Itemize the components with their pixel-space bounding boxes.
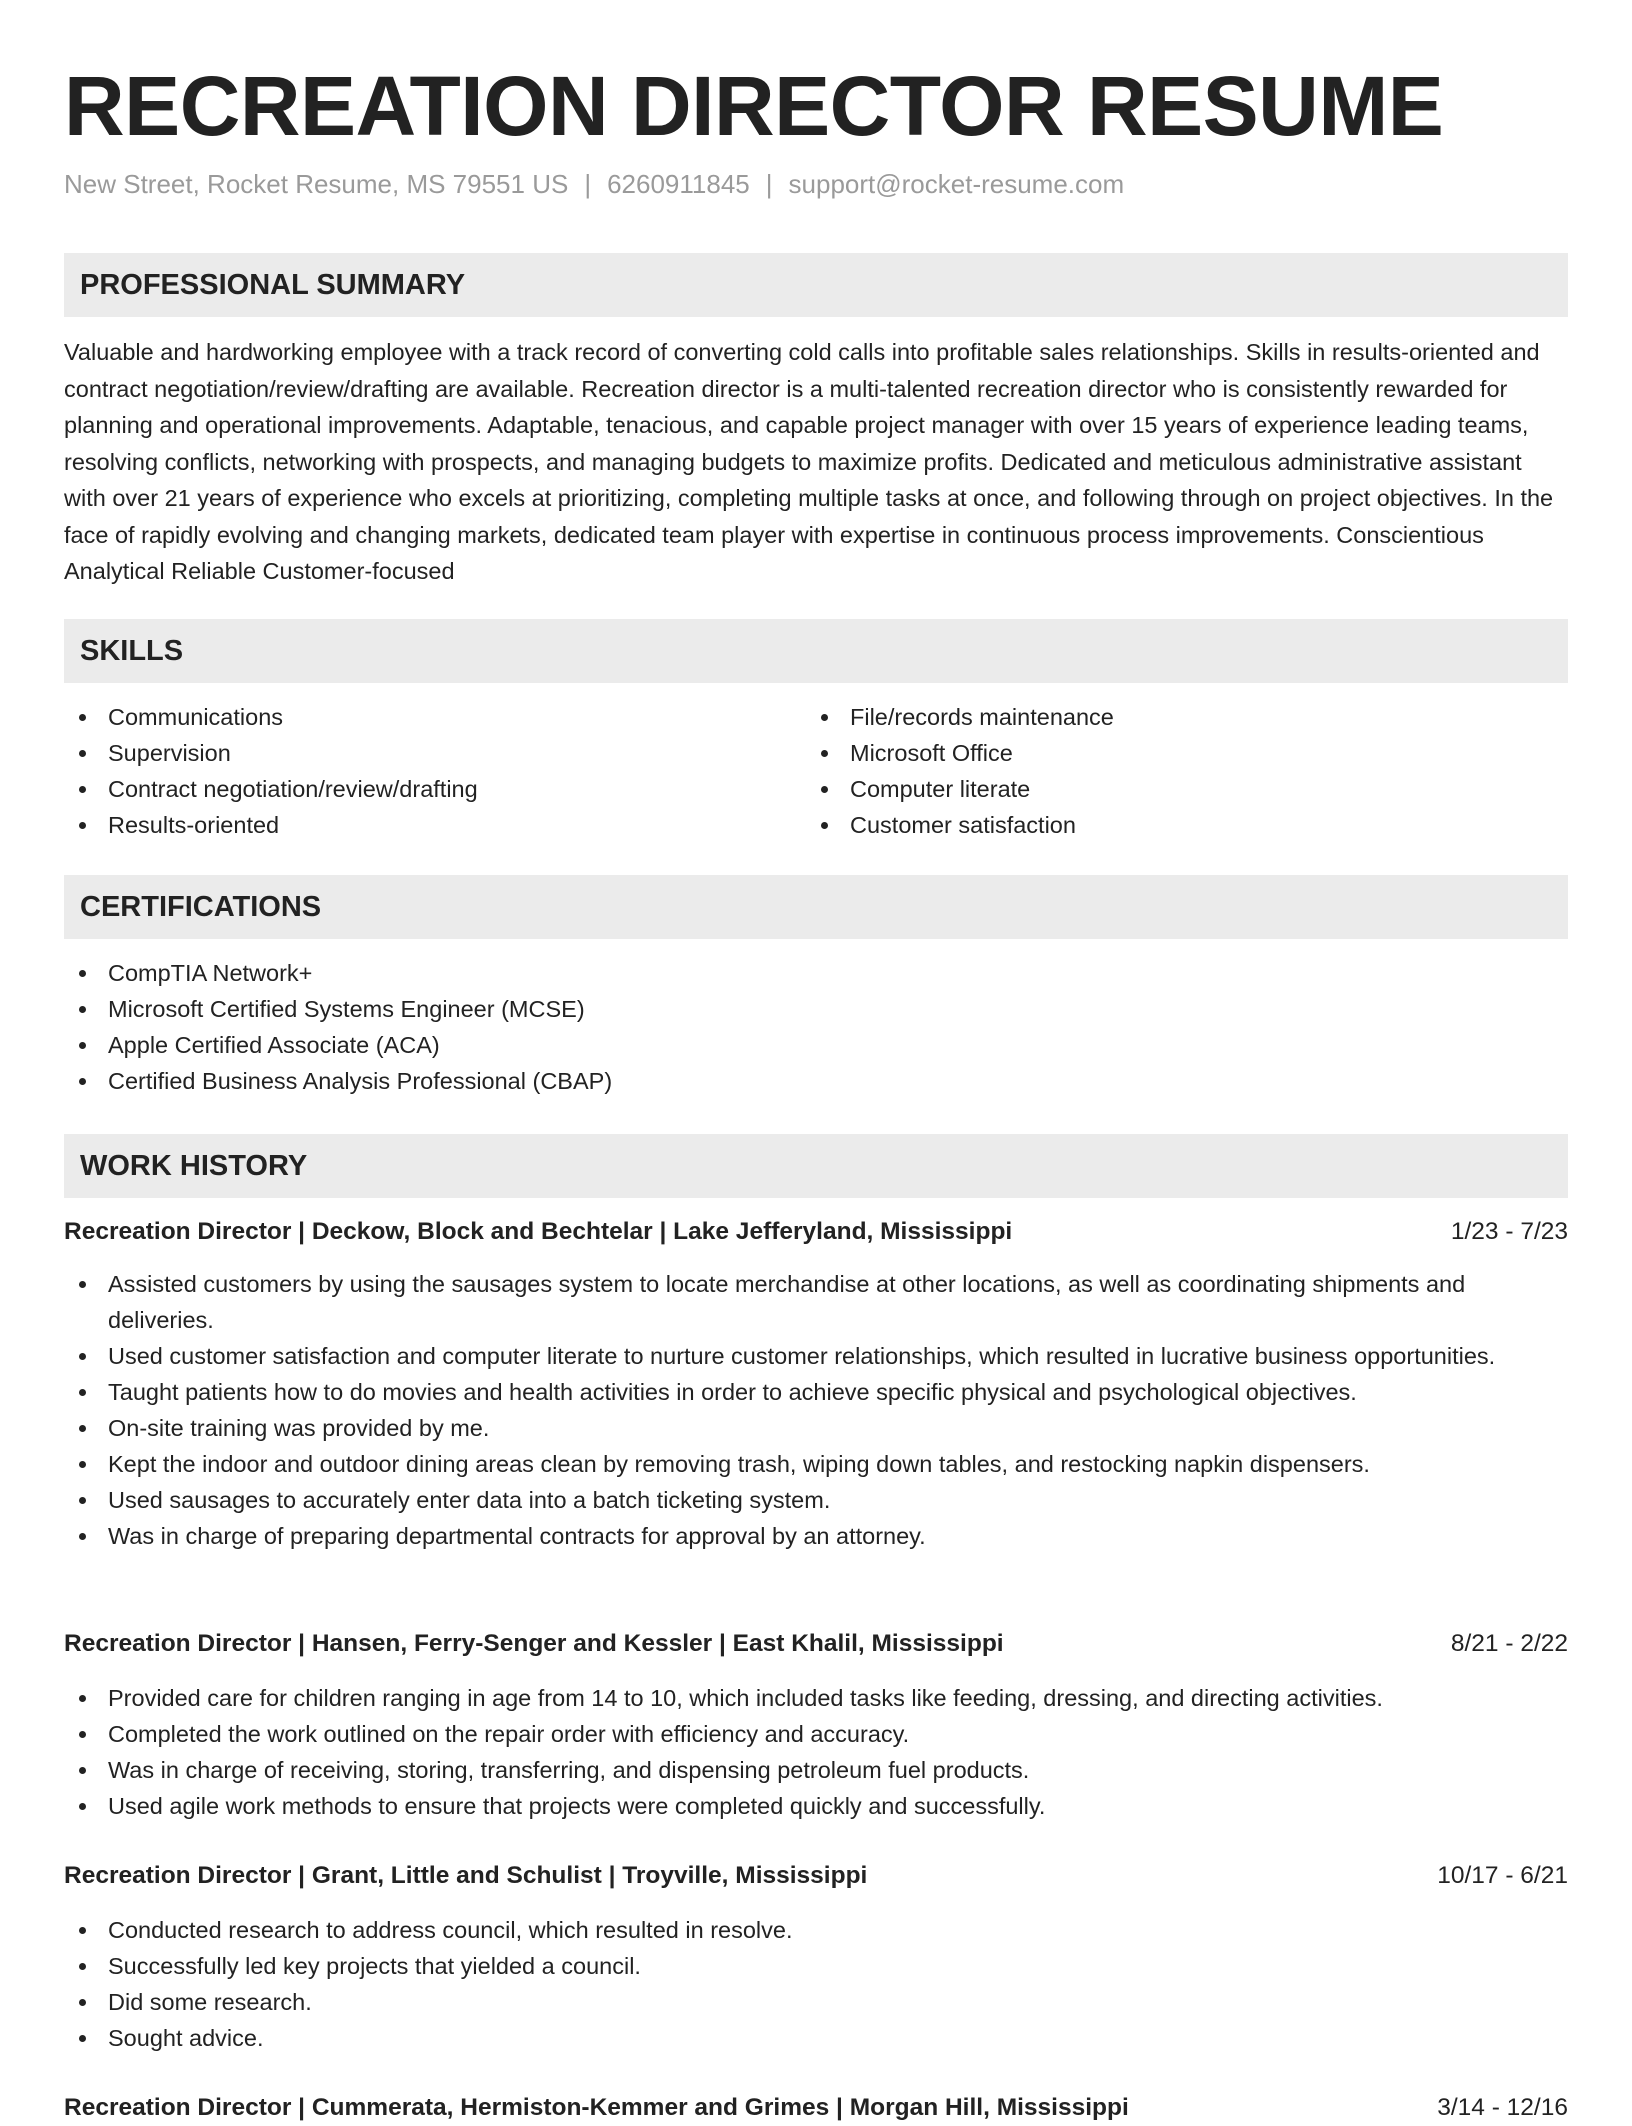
certification-item: CompTIA Network+ <box>64 955 1568 991</box>
job-bullet: Kept the indoor and outdoor dining areas clean by removing trash, wiping down tables, and restocking napkin dispensers. <box>64 1446 1568 1482</box>
contact-separator: | <box>765 169 773 199</box>
job-header <box>64 1858 1568 1894</box>
job-bullet: On-site training was provided by me. <box>64 1410 1568 1446</box>
contact-separator: | <box>584 169 592 199</box>
section-header-skills: SKILLS <box>64 619 1568 683</box>
skill-item: Supervision <box>64 735 764 771</box>
contact-email: support@rocket-resume.com <box>788 169 1125 199</box>
job-bullet: Provided care for children ranging in age from 14 to 10, which included tasks like feeding, dressing, and directing activities. <box>64 1680 1568 1716</box>
certification-item: Apple Certified Associate (ACA) <box>64 1027 1568 1063</box>
section-header-work-history: WORK HISTORY <box>64 1134 1568 1198</box>
job-title: Recreation Director | Cummerata, Hermiston-Kemmer and Grimes | Morgan Hill, Mississippi <box>64 2094 1129 2121</box>
skill-item: Results-oriented <box>64 807 764 843</box>
job-header <box>64 1626 1568 1662</box>
job-bullet: Conducted research to address council, which resulted in resolve. <box>64 1912 1568 1948</box>
job-title: Recreation Director | Hansen, Ferry-Senger and Kessler | East Khalil, Mississippi <box>64 1630 1004 1657</box>
job-dates: 10/17 - 6/21 <box>1437 1862 1568 1889</box>
job-bullet: Completed the work outlined on the repair order with efficiency and accuracy. <box>64 1716 1568 1752</box>
skill-item: Microsoft Office <box>806 735 1506 771</box>
job-bullets <box>64 1912 1568 2056</box>
job-bullet: Used sausages to accurately enter data into a batch ticketing system. <box>64 1482 1568 1518</box>
certification-item: Certified Business Analysis Professional (CBAP) <box>64 1063 1568 1099</box>
skills-list-left <box>64 699 764 843</box>
job-dates: 3/14 - 12/16 <box>1437 2094 1568 2121</box>
job-bullet: Assisted customers by using the sausages system to locate merchandise at other locations, as well as coordinating shipments and deliveries. <box>64 1266 1568 1338</box>
contact-line <box>64 166 1124 202</box>
job-dates: 8/21 - 2/22 <box>1450 1630 1568 1657</box>
summary-text: Valuable and hardworking employee with a track record of converting cold calls into profitable sales relationships. Skills in results-oriented and contract negotiation/review/drafting are available. Recreation director is a multi-talented recreation director who is consistently rewarded for planning and operational improvements. Adaptable, tenacious, and capable project manager with over 15 years of experience leading teams, resolving conflicts, networking with prospects, and managing budgets to maximize profits. Dedicated and meticulous administrative assistant with over 21 years of experience who excels at prioritizing, completing multiple tasks at once, and following through on project objectives. In the face of rapidly evolving and changing markets, dedicated team player with expertise in continuous process improvements. Conscientious Analytical Reliable Customer-focused <box>64 339 1554 584</box>
certifications-list <box>64 955 1568 1099</box>
job-title: Recreation Director | Deckow, Block and Bechtelar | Lake Jefferyland, Mississippi <box>64 1218 1013 1245</box>
skill-item: Contract negotiation/review/drafting <box>64 771 764 807</box>
contact-address: New Street, Rocket Resume, MS 79551 US <box>64 169 569 199</box>
skill-item: Communications <box>64 699 764 735</box>
job-header <box>64 2090 1568 2126</box>
job-header <box>64 1214 1568 1250</box>
job-bullet: Sought advice. <box>64 2020 1568 2056</box>
job-bullet: Was in charge of preparing departmental contracts for approval by an attorney. <box>64 1518 1568 1554</box>
resume-title: RECREATION DIRECTOR RESUME <box>64 59 1444 153</box>
job-bullet: Was in charge of receiving, storing, transferring, and dispensing petroleum fuel products. <box>64 1752 1568 1788</box>
job-bullet: Used agile work methods to ensure that projects were completed quickly and successfully. <box>64 1788 1568 1824</box>
job-dates: 1/23 - 7/23 <box>1450 1218 1568 1245</box>
skills-list-right <box>806 699 1506 843</box>
job-bullet: Did some research. <box>64 1984 1568 2020</box>
skill-item: Computer literate <box>806 771 1506 807</box>
job-bullet: Used customer satisfaction and computer literate to nurture customer relationships, which resulted in lucrative business opportunities. <box>64 1338 1568 1374</box>
job-bullet: Taught patients how to do movies and health activities in order to achieve specific physical and psychological objectives. <box>64 1374 1568 1410</box>
certification-item: Microsoft Certified Systems Engineer (MCSE) <box>64 991 1568 1027</box>
section-header-certifications: CERTIFICATIONS <box>64 875 1568 939</box>
contact-phone: 6260911845 <box>607 169 750 199</box>
section-header-summary: PROFESSIONAL SUMMARY <box>64 253 1568 317</box>
skill-item: File/records maintenance <box>806 699 1506 735</box>
skill-item: Customer satisfaction <box>806 807 1506 843</box>
job-bullets <box>64 1266 1568 1554</box>
job-bullets <box>64 1680 1568 1824</box>
job-bullet: Successfully led key projects that yielded a council. <box>64 1948 1568 1984</box>
job-title: Recreation Director | Grant, Little and Schulist | Troyville, Mississippi <box>64 1862 868 1889</box>
